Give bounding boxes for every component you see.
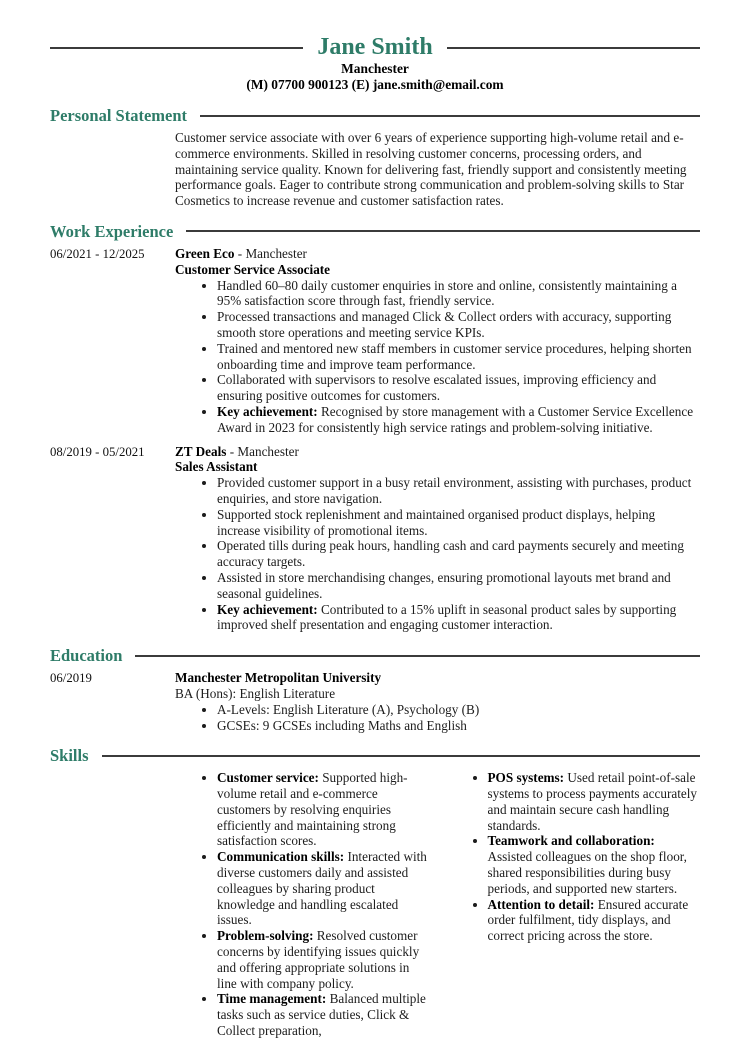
bullet-item — [217, 702, 700, 718]
bullet-text: Handled 60–80 daily customer enquiries in store and online, consistently maintaining a 95% satisfaction score through fast, friendly service. — [217, 277, 677, 309]
section-heading — [50, 746, 700, 765]
job-role: Customer Service Associate — [175, 261, 331, 277]
job-entry — [50, 444, 700, 634]
skills-columns — [175, 770, 700, 1039]
education-school: Manchester Metropolitan University — [175, 670, 382, 686]
section-skills — [50, 746, 700, 1039]
job-details — [175, 246, 700, 436]
job-details — [175, 444, 700, 634]
skills-row — [50, 770, 700, 1039]
skill-item — [217, 991, 430, 1038]
section-rule — [135, 655, 700, 657]
work-experience-title: Work Experience — [50, 221, 174, 241]
section-personal-statement — [50, 106, 700, 209]
job-company: ZT Deals — [175, 443, 227, 459]
bullet-text: A-Levels: English Literature (A), Psychology (B) — [217, 701, 480, 717]
job-dates: 06/2021 - 12/2025 — [50, 246, 145, 261]
skill-text: Interacted with diverse customers daily and assisted colleagues by sharing product knowledge and handling escalated issues. — [217, 849, 427, 928]
education-details — [175, 670, 700, 733]
bullet-text: GCSEs: 9 GCSEs including Maths and English — [217, 717, 467, 733]
job-role: Sales Assistant — [175, 459, 258, 475]
bullet-item — [217, 602, 700, 634]
candidate-location: Manchester — [341, 61, 409, 76]
header-rule-right — [447, 47, 700, 49]
job-location: - Manchester — [226, 443, 299, 459]
skill-lead: Teamwork and collaboration: — [487, 833, 655, 849]
bullet-item — [217, 372, 700, 404]
bullet-text: Contributed to a 15% uplift in seasonal product sales by supporting improved shelf presentation and engaging customer interaction. — [217, 601, 677, 633]
date-column-empty — [50, 130, 175, 209]
section-education — [50, 646, 700, 733]
bullet-text: Operated tills during peak hours, handling cash and card payments securely and meeting accuracy targets. — [217, 538, 684, 570]
skill-lead: Communication skills: — [217, 849, 345, 865]
section-work-experience — [50, 222, 700, 633]
skill-lead: Attention to detail: — [487, 896, 595, 912]
bullet-text: Assisted in store merchandising changes, ensuring promotional layouts met brand and seasonal guidelines. — [217, 569, 671, 601]
resume-header — [50, 34, 700, 93]
skill-item — [217, 849, 430, 928]
personal-statement-text: Customer service associate with over 6 years of experience supporting high-volume retail and e-commerce environments. Skilled in resolving customer concerns, processing orders, and maintaining service quality. Known for delivering fast, friendly support and consistently meeting performance goals. Eager to contribute strong communication and problem-solving skills to Star Cosmetics to increase revenue and customer satisfaction rates. — [175, 130, 687, 209]
bullet-lead: Key achievement: — [217, 403, 318, 419]
section-rule — [102, 755, 700, 757]
bullet-text: Recognised by store management with a Customer Service Excellence Award in 2023 for consistently high service ratings and problem-solving initiative. — [217, 403, 694, 435]
skill-item — [488, 833, 701, 896]
skill-item — [217, 770, 430, 849]
bullet-item — [217, 507, 700, 539]
skills-title: Skills — [50, 746, 89, 766]
candidate-name: Jane Smith — [317, 34, 433, 60]
section-heading — [50, 222, 700, 241]
skill-item — [488, 897, 701, 944]
section-rule — [200, 115, 700, 117]
skill-lead: POS systems: — [487, 770, 565, 786]
job-bullet-list — [175, 278, 700, 436]
bullet-text: Trained and mentored new staff members in customer service procedures, helping shorten onboarding time and improve team performance. — [217, 340, 692, 372]
skill-text: Ensured accurate order fulfilment, tidy displays, and correct pricing across the store. — [487, 896, 689, 944]
education-degree: BA (Hons): English Literature — [175, 685, 336, 701]
education-title: Education — [50, 646, 123, 666]
section-heading — [50, 106, 700, 125]
skill-lead: Customer service: — [217, 770, 319, 786]
section-rule — [186, 230, 700, 232]
skill-text: Used retail point-of-sale systems to process payments accurately and maintain secure cash handling standards. — [487, 770, 697, 833]
candidate-contact: (M) 07700 900123 (E) jane.smith@email.com — [246, 77, 504, 92]
name-row — [50, 34, 700, 61]
section-heading — [50, 646, 700, 665]
bullet-item — [217, 570, 700, 602]
skills-left-list — [175, 770, 430, 1039]
personal-statement-row — [50, 130, 700, 209]
bullet-item — [217, 718, 700, 734]
date-column-empty — [50, 770, 175, 1039]
personal-statement-title: Personal Statement — [50, 106, 188, 125]
bullet-text: Collaborated with supervisors to resolve escalated issues, improving efficiency and ensuring positive outcomes for customers. — [217, 372, 657, 404]
skill-text: Resolved customer concerns by identifying issues quickly and offering appropriate solutions in line with company policy. — [217, 928, 420, 991]
job-entry — [50, 246, 700, 436]
job-company-line — [175, 444, 700, 460]
header-rule-left — [50, 47, 303, 49]
bullet-item — [217, 538, 700, 570]
education-entry — [50, 670, 700, 733]
job-bullet-list — [175, 475, 700, 633]
skill-lead: Problem-solving: — [217, 928, 314, 944]
job-dates: 08/2019 - 05/2021 — [50, 444, 145, 459]
bullet-item — [217, 341, 700, 373]
bullet-lead: Key achievement: — [217, 601, 318, 617]
skill-lead: Time management: — [217, 991, 327, 1007]
skill-item — [488, 770, 701, 833]
skills-right-list — [446, 770, 701, 944]
bullet-text: Supported stock replenishment and maintained organised product displays, helping increase visibility of promotional items. — [217, 506, 656, 538]
bullet-text: Processed transactions and managed Click & Collect orders with accuracy, supporting smooth store operations and meeting service KPIs. — [217, 309, 672, 340]
job-company: Green Eco — [175, 245, 235, 261]
job-company-line — [175, 246, 700, 262]
job-location: - Manchester — [234, 245, 307, 261]
bullet-item — [217, 309, 700, 341]
bullet-item — [217, 278, 700, 310]
bullet-item — [217, 475, 700, 507]
skill-item — [217, 928, 430, 991]
skill-text: Balanced multiple tasks such as service duties, Click & Collect preparation, — [217, 991, 426, 1039]
bullet-text: Provided customer support in a busy retail environment, assisting with purchases, product enquiries, and store navigation. — [217, 475, 692, 506]
education-date: 06/2019 — [50, 671, 92, 686]
education-bullet-list — [175, 702, 700, 734]
bullet-item — [217, 404, 700, 436]
skill-text: Assisted colleagues on the shop floor, shared responsibilities during busy periods, and supported new starters. — [487, 849, 687, 896]
skill-text: Supported high-volume retail and e-commerce customers by resolving enquiries efficiently and maintaining strong satisfaction scores. — [217, 770, 408, 849]
